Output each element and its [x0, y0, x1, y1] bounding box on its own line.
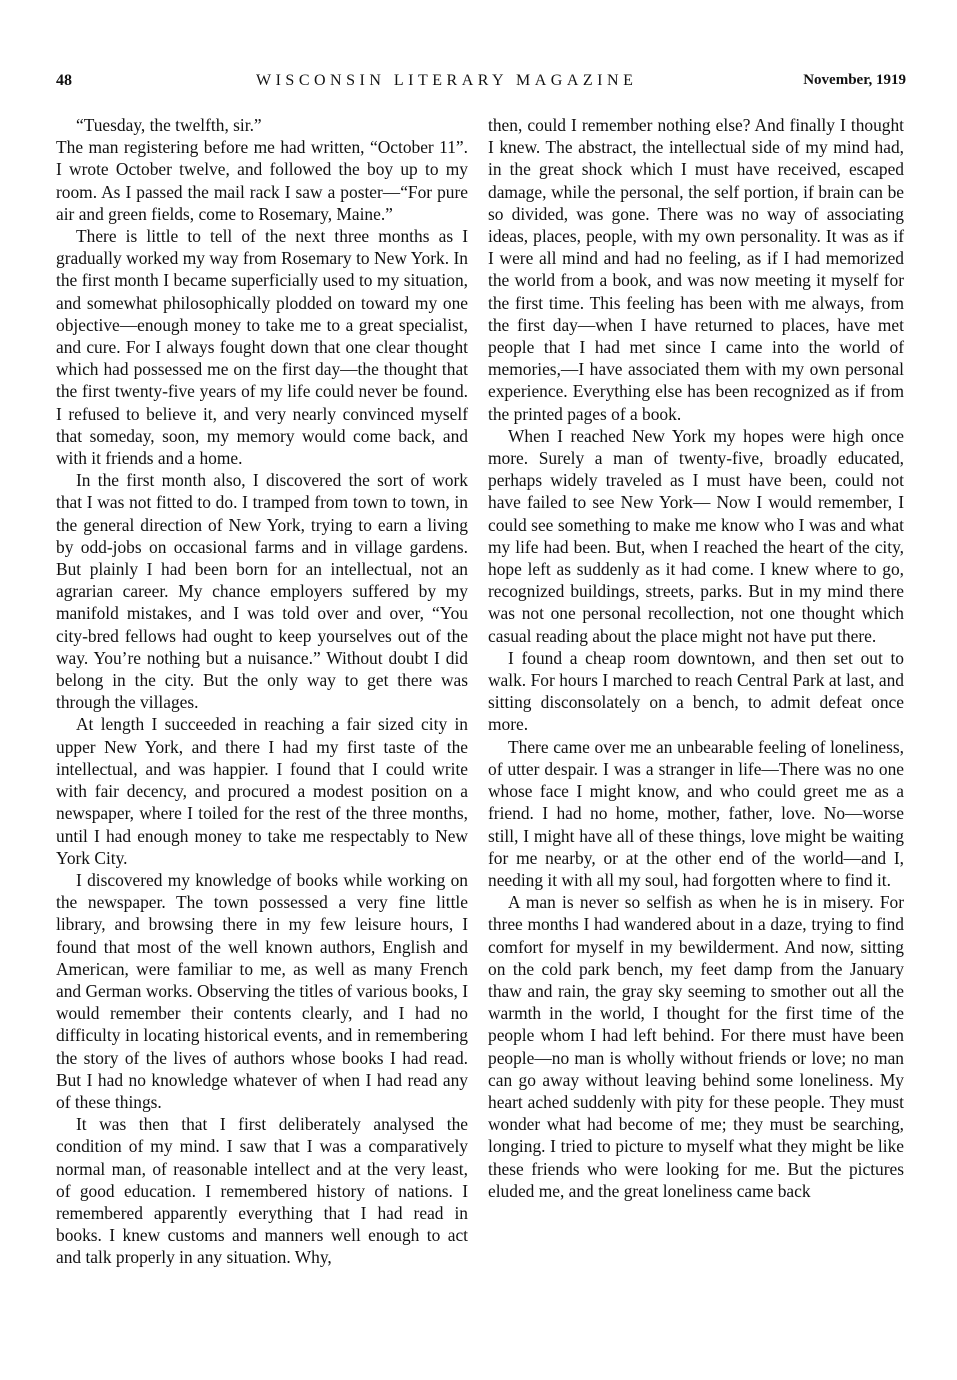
running-head — [56, 72, 906, 96]
paragraph: At length I succeeded in reaching a fair sized city in upper New York, and there I had my first taste of the intellectual, and was happier. I found that I could write with fair decency, and procured a modest position on a newspaper, where I toiled for the rest of the three months, until I had enough money to take me respectably to New York City. — [56, 714, 468, 868]
paragraph: A man is never so selfish as when he is in misery. For three months I had wandered about in a daze, trying to find comfort for myself in my bewilderment. And now, sitting on the cold park bench, my feet damp from the January thaw and rain, the gray sky seeming to smother out all the warmth in the world, I thought for the first time of the people whom I had left behind. For there must have been people—no man is wholly without friends or love; no man can go away without leaving behind some loneliness. My heart ached suddenly with pity for these people. They must wonder what had become of me; they must be searching, longing. I tried to picture to myself what they might be like these friends who were looking for me. But the pictures eluded me, and the great loneliness came back — [488, 892, 904, 1201]
paragraph: I found a cheap room downtown, and then set out to walk. For hours I marched to reach Central Park at last, and sitting disconsolately on a bench, to admit defeat once more. — [488, 647, 904, 735]
paragraph: then, could I remember nothing else? And finally I thought I knew. The abstract, the intellectual side of my mind had, in the great shock which I must have received, escaped damage, while the personal, the self portion, if brain can be so divided, was gone. There was no way of associating ideas, places, people, with my own personality. It was as if I were all mind and had no feeling, as if I had memorized the world from a book, and was now meeting it myself for the first time. This feeling has been with me always, from the first day—when I have returned to places, have met people that I had met since I came into the world of memories,—I have associated them with my own personal experience. Everything else has been recognized as if from the printed pages of a book. — [488, 115, 904, 424]
left-column — [56, 114, 468, 1269]
paragraph: There is little to tell of the next three months as I gradually worked my way from Rosemary to New York. In the first month I became superficially used to my situation, and somewhat philosophically plodded on toward my one objective—enough money to take me to a great specialist, and cure. For I always fought down that one clear thought which had possessed me on the first day—the thought that the first twenty-five years of my life could never be found. I refused to believe it, and very nearly convinced myself that someday, soon, my memory would come back, and with it friends and a home. — [56, 226, 468, 469]
paragraph: “Tuesday, the twelfth, sir.” — [76, 115, 262, 135]
magazine-title: WISCONSIN LITERARY MAGAZINE — [256, 72, 638, 89]
paragraph: I discovered my knowledge of books while working on the newspaper. The town possessed a very fine little library, and browsing there in my few leisure hours, I found that most of the well known authors, English and American, were familiar to me, as well as many French and German works. Observing the titles of various books, I would remember their contents clearly, and I had no difficulty in locating historical events, and in remembering the story of the lives of authors whose books I had read. But I had no knowledge whatever of when I had read any of these things. — [56, 869, 468, 1112]
paragraph: When I reached New York my hopes were high once more. Surely a man of twenty-five, broadly educated, perhaps widely traveled as I must have been, could not have failed to see New York— Now I would remember, I could see something to make me know who I was and what my life had been. But, when I reached the heart of the city, hope left as suddenly as it had come. I knew where to go, recognized buildings, streets, parks. But in my mind there was not one personal recollection, not one thought which casual reading about the place might not have put there. — [488, 425, 904, 646]
paragraph: In the first month also, I discovered the sort of work that I was not fitted to do. I tramped from town to town, in the general direction of New York, trying to earn a living by odd-jobs on occasional farms and in village gardens. But plainly I had been born for an intellectual, not an agrarian career. My chance employers suffered by my manifold mistakes, and I was told over and over, “You city-bred fellows had ought to keep yourselves out of the way. You’re nothing but a nuisance.” Without doubt I did belong in the city. But the only way to get there was through the villages. — [56, 470, 468, 713]
right-column — [488, 114, 904, 1202]
paragraph: The man registering before me had written, “October 11”. I wrote October twelve, and followed the boy up to my room. As I passed the mail rack I saw a poster—“For pure air and green fields, come to Rosemary, Maine.” — [56, 137, 468, 224]
paragraph: It was then that I first deliberately analysed the condition of my mind. I saw that I was a comparatively normal man, of reasonable intellect and at the very least, of good education. I remembered history of nations. I remembered apparently everything that I had read in books. I knew customs and manners well enough to act and talk properly in any situation. Why, — [56, 1114, 468, 1268]
page-number: 48 — [56, 72, 72, 89]
paragraph: There came over me an unbearable feeling of loneliness, of utter despair. I was a stranger in life—There was no one whose face I might know, and who could greet me as a friend. I had no home, mother, father, love. No—worse still, I might have all of these things, love might be waiting for me nearby, or at the other end of the world—and I, needing it with all my soul, had forgotten where to find it. — [488, 736, 904, 890]
issue-date: November, 1919 — [803, 72, 906, 88]
